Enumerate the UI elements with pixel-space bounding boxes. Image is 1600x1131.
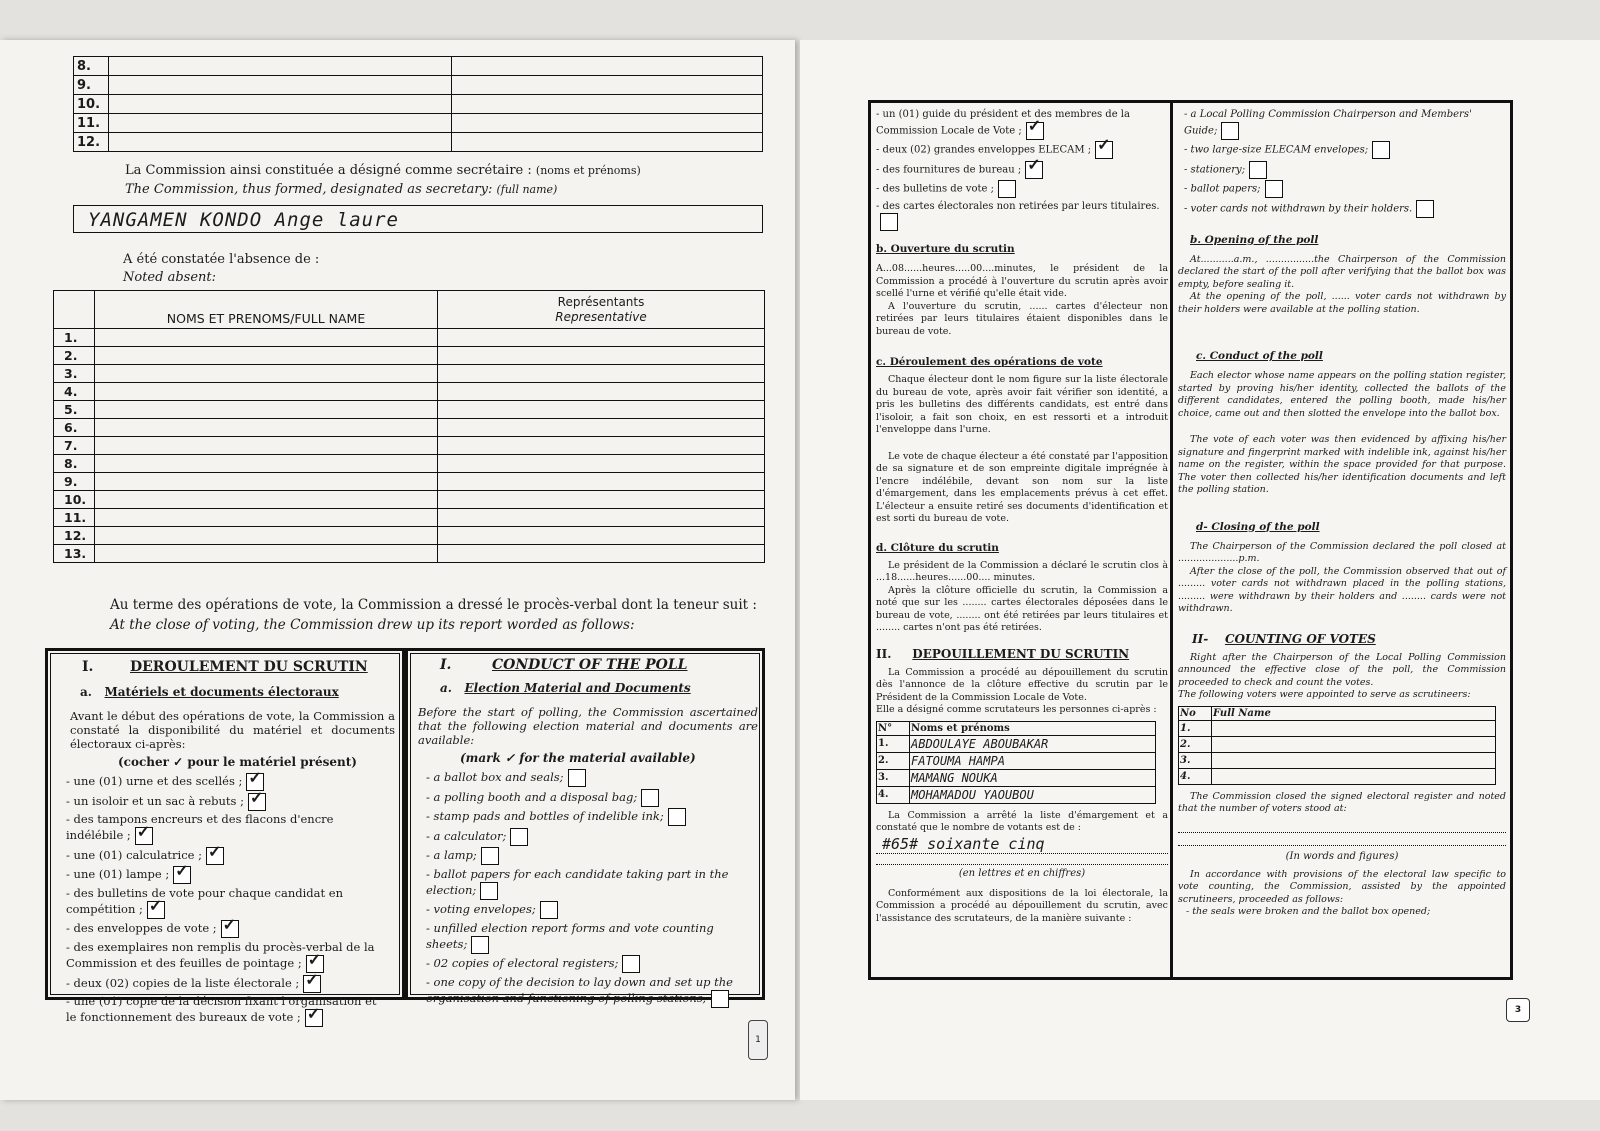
checkbox[interactable] — [1026, 122, 1044, 140]
cell[interactable] — [438, 545, 765, 563]
secretary-name: YANGAMEN KONDO Ange laure — [88, 209, 399, 231]
scrutineer-name[interactable]: ABDOULAYE ABOUBAKAR — [910, 735, 1156, 752]
checklist-item: - un (01) guide du président et des membres de la Commission Locale de Vote ;✓ — [876, 108, 1168, 140]
table-row — [74, 76, 763, 95]
checkbox[interactable] — [998, 180, 1016, 198]
table-row — [74, 95, 763, 114]
cell[interactable] — [95, 455, 438, 473]
checkbox[interactable] — [540, 901, 558, 919]
checklist-item: - des tampons encreurs et des flacons d'encre indélébile ;✓ — [66, 812, 386, 845]
scrutineer-name[interactable]: MOHAMADOU YAOUBOU — [910, 786, 1156, 803]
secretary-label-en: The Commission, thus formed, designated as secretary: (full name) — [125, 182, 558, 197]
checklist-item: - a ballot box and seals; — [426, 769, 756, 787]
checklist-item: - voting envelopes; — [426, 901, 756, 919]
members-table-continued — [73, 56, 763, 152]
cell[interactable] — [438, 383, 765, 401]
cell[interactable] — [95, 365, 438, 383]
row-number: 3. — [54, 365, 95, 383]
checkbox[interactable] — [880, 213, 898, 231]
checkbox[interactable] — [668, 808, 686, 826]
scrutineer-name[interactable] — [1212, 752, 1496, 768]
en-top-items — [1178, 108, 1506, 218]
checklist-item: - deux (02) grandes enveloppes ELECAM ;✓ — [876, 141, 1168, 159]
checkbox[interactable] — [248, 793, 266, 811]
row-number: 7. — [54, 437, 95, 455]
close-statement-fr: Au terme des opérations de vote, la Commission a dressé le procès-verbal dont la teneur suit : — [110, 597, 757, 613]
section-1-fr-title: DEROULEMENT DU SCRUTIN — [130, 659, 368, 675]
cell[interactable] — [438, 509, 765, 527]
cell[interactable] — [95, 491, 438, 509]
cell[interactable] — [438, 419, 765, 437]
checkbox[interactable] — [1372, 141, 1390, 159]
en-b-title: b. Opening of the poll — [1190, 233, 1319, 246]
cell[interactable] — [109, 95, 452, 114]
checkbox[interactable] — [173, 866, 191, 884]
checklist-item: - une (01) urne et des scellés ;✓ — [66, 773, 386, 791]
en-ii-title: COUNTING OF VOTES — [1224, 631, 1376, 646]
cell[interactable] — [438, 491, 765, 509]
right-fr-column: - un (01) guide du président et des membres de la Commission Locale de Vote ;✓ - deux (02) grandes enveloppes ELECAM ;✓ - des fournitures de bureau ;✓ - des bulletins de vote ; - des cartes électorales non retirées par leurs titulaires. b. Ouverture du scrutin A...08......heures.....00....minutes, le président de la Commission a procédé à l'ouverture du scrutin après avoir scellé l'urne et vérifié qu'elle était vide. A l'ouverture du scrutin, ...... cartes d'électeur non retirées par leurs titulaires étaient disponibles dans le bureau de vote. c. Déroulement des opérations de vote Chaque électeur dont le nom figure sur la liste électorale du bureau de vote, après avoir fait vérifier son identité, a pris les bulletins des différents candidats, est entré dans l'isoloir, a fait son choix, en est ressorti et a introduit l'enveloppe dans l'urne. Le vote de chaque électeur a été constaté par l'apposition de sa signature et de son empreinte digitale imprégnée à l'encre indélébile, devant son nom sur la liste d'émargement, dans les emplacements prévus à cet effet. L'électeur a ensuite retiré ses documents d'identification et est sorti du bureau de vote. d. Clôture du scrutin Le président de la Commission a déclaré le scrutin clos à ...18......heures......00.... minutes. Après la clôture officielle du scrutin, la Commission a noté que sur les ........ cartes électorales déposées dans le bureau de vote, ........ ont été retirées par leurs titulaires et ........ cartes n'ont pas été retirées. II. DEPOUILLEMENT DU SCRUTIN La Commission a procédé au dépouillement du scrutin dès l'annonce de la clôture effective du scrutin par le Président de la Commission Locale de Vote. Elle a désigné comme scrutateurs les personnes ci-après : N° Noms et prénoms 1. ABDOULAYE ABOUBAKAR 2. FATOUMA HAMPA 3. MAMANG NOUKA 4. MOHAMADOU YAOUBOU La Commission a arrêté la liste d'émargement et a constaté que le nombre de votants est de : #65# soixante cinq (en lettres et en chiffres) Conformément aux dispositions de la loi électorale, la Commission a procédé au dépouillement du scrutin, avec l'assistance des scrutateurs, de la manière suivante : — [876, 108, 1168, 925]
checklist-item: - un isoloir et un sac à rebuts ;✓ — [66, 793, 386, 811]
table-row — [54, 509, 765, 527]
absent-label-fr: A été constatée l'absence de : — [123, 252, 320, 267]
right-page — [800, 40, 1600, 1100]
checkbox[interactable] — [135, 827, 153, 845]
votants-count-field[interactable]: #65# soixante cinq — [876, 835, 1168, 854]
scrutineers-table-en: No Full Name 1. 2. 3. 4. — [1178, 706, 1496, 785]
checklist-item: - ballot papers; — [1184, 180, 1506, 198]
table-row — [54, 545, 765, 563]
table-row — [54, 437, 765, 455]
right-en-column: - a Local Polling Commission Chairperson and Members' Guide; - two large-size ELECAM envelopes; - stationery; - ballot papers; - voter cards not withdrawn by their holders. b. Opening of the poll At...........a.m., ................the Chairperson of the Commission declared the start of the poll after verifying that the ballot box was empty, before sealing it. At the opening of the poll, ...... voter cards not withdrawn by their holders were available at the polling station. c. Conduct of the poll Each elector whose name appears on the polling station register, started by proving his/her identity, collected the ballots of the different candidates, entered the polling booth, made his/her choice, came out and then slotted the envelope into the ballot box. The vote of each voter was then evidenced by affixing his/her signature and fingerprint marked with indelible ink, against his/her name on the register, within the space provided for that purpose. The voter then collected his/her identification documents and left the polling station. d- Closing of the poll The Chairperson of the Commission declared the poll closed at ....................p.m. After the close of the poll, the Commission observed that out of ......... voter cards not withdrawn placed in the polling stations, ......... were withdrawn by their holders and ........ cards were not withdrawn. II- COUNTING OF VOTES Right after the Chairperson of the Local Polling Commission announced the effective close of the poll, the Commission proceeded to check and count the votes. The following voters were appointed to serve as scrutineers: No Full Name 1. 2. 3. 4. The Commission closed the signed electoral register and noted that the number of voters stood at: (In words and figures) In accordance with provisions of the electoral law specific to vote counting, the Commission, assisted by the appointed scrutineers, proceeded as follows: - the seals were broken and the ballot box opened; — [1178, 109, 1506, 917]
section-1-fr-items — [66, 773, 386, 1029]
checkbox[interactable] — [206, 847, 224, 865]
table-row — [54, 455, 765, 473]
row-number: 8. — [54, 455, 95, 473]
checklist-item: - des fournitures de bureau ;✓ — [876, 161, 1168, 179]
row-number: 1. — [54, 329, 95, 347]
checkbox[interactable] — [641, 789, 659, 807]
checklist-item: - stationery; — [1184, 161, 1506, 179]
checklist-item: - a lamp; — [426, 847, 756, 865]
row-number: 12. — [74, 133, 109, 152]
cell[interactable] — [95, 527, 438, 545]
cell[interactable] — [95, 347, 438, 365]
checkbox[interactable] — [1265, 180, 1283, 198]
checklist-item: - unfilled election report forms and vote counting sheets; — [426, 921, 756, 954]
checkbox[interactable] — [622, 955, 640, 973]
checkbox[interactable] — [510, 828, 528, 846]
cell[interactable] — [452, 114, 763, 133]
cell[interactable] — [109, 114, 452, 133]
checkbox[interactable] — [568, 769, 586, 787]
table-row — [54, 347, 765, 365]
cell[interactable] — [438, 473, 765, 491]
checkbox[interactable] — [221, 920, 239, 938]
table-row: 3. — [1179, 752, 1496, 768]
checklist-item: - two large-size ELECAM envelopes; — [1184, 141, 1506, 159]
cell[interactable] — [438, 347, 765, 365]
cell[interactable] — [438, 527, 765, 545]
checkbox[interactable] — [305, 1009, 323, 1027]
fr-c-title: c. Déroulement des opérations de vote — [876, 356, 1103, 368]
cell[interactable] — [438, 401, 765, 419]
checklist-item: - a calculator; — [426, 828, 756, 846]
checklist-item: - une (01) lampe ;✓ — [66, 866, 386, 884]
checkbox[interactable] — [1221, 122, 1239, 140]
cell[interactable] — [95, 401, 438, 419]
checkbox[interactable] — [147, 901, 165, 919]
table-row: 1. — [1179, 720, 1496, 736]
table-row — [54, 401, 765, 419]
cell[interactable] — [95, 473, 438, 491]
table-row: 4. — [1179, 768, 1496, 784]
row-number: 9. — [74, 76, 109, 95]
checklist-item: - une (01) copie de la décision fixant l'organisation et le fonctionnement des bureaux de vote ;✓ — [66, 994, 386, 1027]
checklist-item: - des enveloppes de vote ;✓ — [66, 920, 386, 938]
checkbox[interactable] — [471, 936, 489, 954]
cell[interactable] — [95, 419, 438, 437]
scrutineer-name[interactable] — [1212, 736, 1496, 752]
checkbox[interactable] — [481, 847, 499, 865]
checklist-item: - ballot papers for each candidate taking part in the election; — [426, 867, 756, 900]
absent-col-representative: Représentants Representative — [438, 291, 765, 329]
checkbox[interactable] — [1249, 161, 1267, 179]
absent-label-en: Noted absent: — [123, 270, 216, 285]
row-number: 9. — [54, 473, 95, 491]
checklist-item: - stamp pads and bottles of indelible ink; — [426, 808, 756, 826]
table-row: 3. MAMANG NOUKA — [877, 769, 1156, 786]
row-number: 4. — [54, 383, 95, 401]
cell[interactable] — [95, 545, 438, 563]
row-number: 13. — [54, 545, 95, 563]
checklist-item: - des bulletins de vote pour chaque candidat en compétition ;✓ — [66, 886, 386, 919]
secretary-label-fr: La Commission ainsi constituée a désigné comme secrétaire : (noms et prénoms) — [125, 163, 641, 178]
cell[interactable] — [95, 509, 438, 527]
close-statement-en: At the close of voting, the Commission drew up its report worded as follows: — [110, 617, 635, 633]
table-row — [74, 57, 763, 76]
cell[interactable] — [109, 76, 452, 95]
table-row — [74, 114, 763, 133]
cell[interactable] — [452, 95, 763, 114]
row-number: 10. — [74, 95, 109, 114]
en-d-title: d- Closing of the poll — [1196, 520, 1320, 533]
row-number: 10. — [54, 491, 95, 509]
cell[interactable] — [109, 57, 452, 76]
table-row — [54, 383, 765, 401]
table-row: 4. MOHAMADOU YAOUBOU — [877, 786, 1156, 803]
row-number: 2. — [54, 347, 95, 365]
cell[interactable] — [109, 133, 452, 152]
cell[interactable] — [438, 329, 765, 347]
scrutineer-name[interactable]: FATOUMA HAMPA — [910, 752, 1156, 769]
checkbox[interactable] — [711, 990, 729, 1008]
checkbox[interactable] — [1095, 141, 1113, 159]
table-row — [54, 329, 765, 347]
checklist-item: - one copy of the decision to lay down and set up the organisation and functioning of polling stations; — [426, 975, 756, 1008]
cell[interactable] — [452, 133, 763, 152]
scrutineer-name[interactable] — [1212, 720, 1496, 736]
cell[interactable] — [95, 383, 438, 401]
absent-table — [53, 290, 765, 563]
page-number-right: 3 — [1506, 998, 1530, 1022]
fr-ii-title: DEPOUILLEMENT DU SCRUTIN — [912, 646, 1130, 661]
table-row — [54, 365, 765, 383]
section-1-fr: I. DEROULEMENT DU SCRUTIN a. Matériels et documents électoraux Avant le début des opérations de vote, la Commission a constaté la disponibilité du matériel et documents électoraux ci-après: (cocher ✓ pour le matériel présent) - une (01) urne et des scellés ;✓ - un isoloir et un sac à rebuts ;✓ - des tampons encreurs et des flacons d'encre indélébile ;✓ - une (01) calculatrice ;✓ - une (01) lampe ;✓ - des bulletins de vote pour chaque candidat en compétition ;✓ - des enveloppes de vote ;✓ - des exemplaires non remplis du procès-verbal de la Commission et des feuilles de pointage ;✓ - deux (02) copies de la liste électorale ;✓ - une (01) copie de la décision fixant l'organisation et le fonctionnement des bureaux de vote ;✓ — [45, 648, 405, 1000]
row-number: 11. — [74, 114, 109, 133]
checklist-item: - des bulletins de vote ; — [876, 180, 1168, 198]
checklist-item: - voter cards not withdrawn by their holders. — [1184, 200, 1506, 218]
section-1-en-items — [426, 769, 756, 1010]
cell[interactable] — [452, 76, 763, 95]
scrutineer-name[interactable] — [1212, 768, 1496, 784]
en-c-title: c. Conduct of the poll — [1196, 350, 1323, 362]
row-number: 8. — [74, 57, 109, 76]
checklist-item: - une (01) calculatrice ;✓ — [66, 847, 386, 865]
checklist-item: - a Local Polling Commission Chairperson and Members' Guide; — [1184, 108, 1506, 140]
checklist-item: - des cartes électorales non retirées par leurs titulaires. — [876, 200, 1168, 232]
fr-d-title: d. Clôture du scrutin — [876, 541, 999, 554]
table-row: 2. — [1179, 736, 1496, 752]
row-number: 11. — [54, 509, 95, 527]
table-row — [54, 527, 765, 545]
table-row: 1. ABDOULAYE ABOUBAKAR — [877, 735, 1156, 752]
table-row — [54, 419, 765, 437]
scrutineers-table-fr: N° Noms et prénoms 1. ABDOULAYE ABOUBAKAR 2. FATOUMA HAMPA 3. MAMANG NOUKA 4. MOHAMADOU YAOUBOU — [876, 721, 1156, 804]
checkbox[interactable] — [303, 975, 321, 993]
table-row — [54, 491, 765, 509]
table-row — [74, 133, 763, 152]
left-page — [0, 40, 795, 1100]
cell[interactable] — [95, 329, 438, 347]
checkbox[interactable] — [1416, 200, 1434, 218]
table-row — [54, 473, 765, 491]
fr-b-title: b. Ouverture du scrutin — [876, 243, 1015, 255]
checklist-item: - deux (02) copies de la liste électorale ;✓ — [66, 975, 386, 993]
row-number: 12. — [54, 527, 95, 545]
absent-col-name: NOMS ET PRENOMS/FULL NAME — [95, 291, 438, 329]
cell[interactable] — [438, 455, 765, 473]
checklist-item: - 02 copies of electoral registers; — [426, 955, 756, 973]
row-number: 5. — [54, 401, 95, 419]
secretary-name-field[interactable] — [73, 205, 763, 233]
section-1-en-title: CONDUCT OF THE POLL — [492, 657, 688, 673]
checklist-item: - a polling booth and a disposal bag; — [426, 789, 756, 807]
cell[interactable] — [438, 437, 765, 455]
row-number: 6. — [54, 419, 95, 437]
cell[interactable] — [95, 437, 438, 455]
checkbox[interactable] — [1025, 161, 1043, 179]
table-row: 2. FATOUMA HAMPA — [877, 752, 1156, 769]
fr-top-items — [876, 108, 1168, 231]
page-number-left: 1 — [748, 1020, 768, 1060]
cell[interactable] — [452, 57, 763, 76]
cell[interactable] — [438, 365, 765, 383]
checkbox[interactable] — [480, 882, 498, 900]
scrutineer-name[interactable]: MAMANG NOUKA — [910, 769, 1156, 786]
checklist-item: - des exemplaires non remplis du procès-verbal de la Commission et des feuilles de pointage ;✓ — [66, 940, 386, 973]
section-1-en: I. CONDUCT OF THE POLL a. Election Material and Documents Before the start of polling, the Commission ascertained that the following election material and documents are available: (mark ✓ for the material available) - a ballot box and seals; - a polling booth and a disposal bag; - stamp pads and bottles of indelible ink; - a calculator; - a lamp; - ballot papers for each candidate taking part in the election; - voting envelopes; - unfilled election report forms and vote counting sheets; - 02 copies of electoral registers; - one copy of the decision to lay down and set up the organisation and functioning of polling stations; — [405, 648, 765, 1000]
